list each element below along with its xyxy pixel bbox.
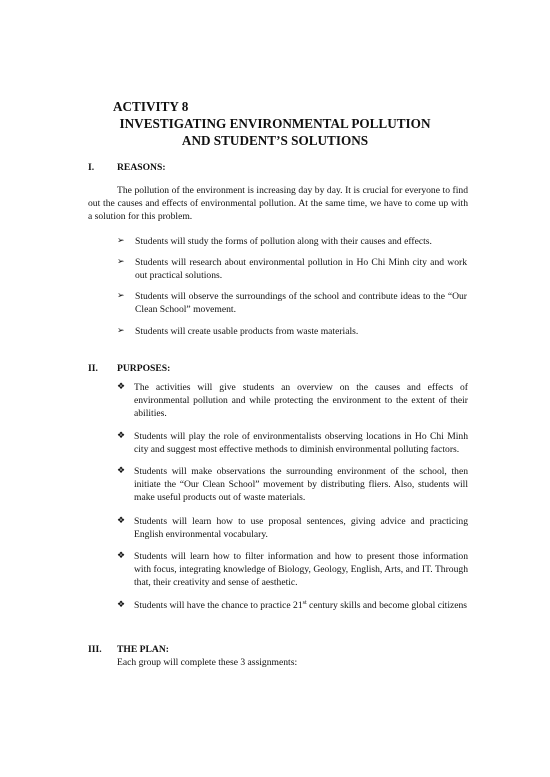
section-heading-purposes: PURPOSES:: [117, 363, 171, 374]
activity-label: ACTIVITY 8: [113, 99, 189, 114]
four-diamond-bullet-icon: ❖: [117, 466, 126, 476]
purposes-bullet-text: The activities will give students an overview on the causes and effects of environmental pollution and while protecting the environment to the extent of their abilities.: [134, 382, 468, 420]
section-number-reasons: I.: [88, 162, 95, 173]
title-line-2: AND STUDENT’S SOLUTIONS: [181, 133, 369, 148]
purposes-bullet-2: [117, 430, 468, 456]
reasons-bullet-1: [117, 235, 467, 248]
reasons-bullet-text: Students will create usable products from waste materials.: [135, 326, 359, 337]
reasons-bullet-2: [117, 256, 467, 282]
purposes-bullet-text: Students will learn how to use proposal sentences, giving advice and practicing English environmental vocabulary.: [134, 516, 468, 541]
purposes-bullet-1: [117, 381, 468, 420]
section-heading-plan: THE PLAN:: [117, 644, 169, 655]
purposes-bullet-text: Students will make observations the surrounding environment of the school, then initiate the “Our Clean School” movement by distributing fliers. Also, students will make useful products out of waste materials.: [134, 466, 468, 504]
purposes-bullet-4: [117, 515, 468, 541]
four-diamond-bullet-icon: ❖: [117, 600, 126, 610]
purposes-bullet-text: [134, 599, 468, 612]
four-diamond-bullet-icon: ❖: [117, 551, 126, 561]
four-diamond-bullet-icon: ❖: [117, 382, 126, 392]
purposes-bullet-5: [117, 550, 468, 589]
arrowhead-bullet-icon: ➢: [117, 257, 125, 267]
arrowhead-bullet-icon: ➢: [117, 236, 125, 246]
purposes-bullet-3: [117, 465, 468, 504]
reasons-bullet-text: Students will research about environmental pollution in Ho Chi Minh city and work out practical solutions.: [135, 257, 467, 282]
arrowhead-bullet-icon: ➢: [117, 291, 125, 301]
purposes-bullet-text: Students will play the role of environmentalists observing locations in Ho Chi Minh city and suggest most effective methods to diminish environmental polluting factors.: [134, 431, 468, 456]
ordinal-superscript: st: [302, 599, 307, 606]
purposes-last-before: Students will have the chance to practice 21: [134, 600, 303, 611]
four-diamond-bullet-icon: ❖: [117, 516, 126, 526]
title-line-1: INVESTIGATING ENVIRONMENTAL POLLUTION: [119, 116, 431, 131]
section-heading-reasons: REASONS:: [117, 162, 166, 173]
arrowhead-bullet-icon: ➢: [117, 326, 125, 336]
plan-text: Each group will complete these 3 assignments:: [117, 657, 298, 668]
four-diamond-bullet-icon: ❖: [117, 431, 126, 441]
reasons-bullet-4: [117, 325, 467, 338]
section-number-plan: III.: [88, 644, 102, 655]
purposes-bullet-6: [117, 599, 468, 612]
reasons-bullet-text: Students will observe the surroundings of the school and contribute ideas to the “Our Clean School” movement.: [135, 291, 467, 316]
reasons-intro: The pollution of the environment is increasing day by day. It is crucial for everyone to find out the causes and effects of environmental pollution. At the same time, we have to come up with a solution for this problem.: [88, 185, 468, 223]
purposes-bullet-text: Students will learn how to filter information and how to present those information with focus, integrating knowledge of Biology, Geology, English, Arts, and IT. Through that, their creativity and sense of aesthetic.: [134, 551, 468, 589]
reasons-bullet-3: [117, 290, 467, 316]
reasons-bullet-text: Students will study the forms of pollution along with their causes and effects.: [135, 236, 432, 247]
section-number-purposes: II.: [88, 363, 98, 374]
purposes-last-after: century skills and become global citizens: [306, 600, 468, 611]
